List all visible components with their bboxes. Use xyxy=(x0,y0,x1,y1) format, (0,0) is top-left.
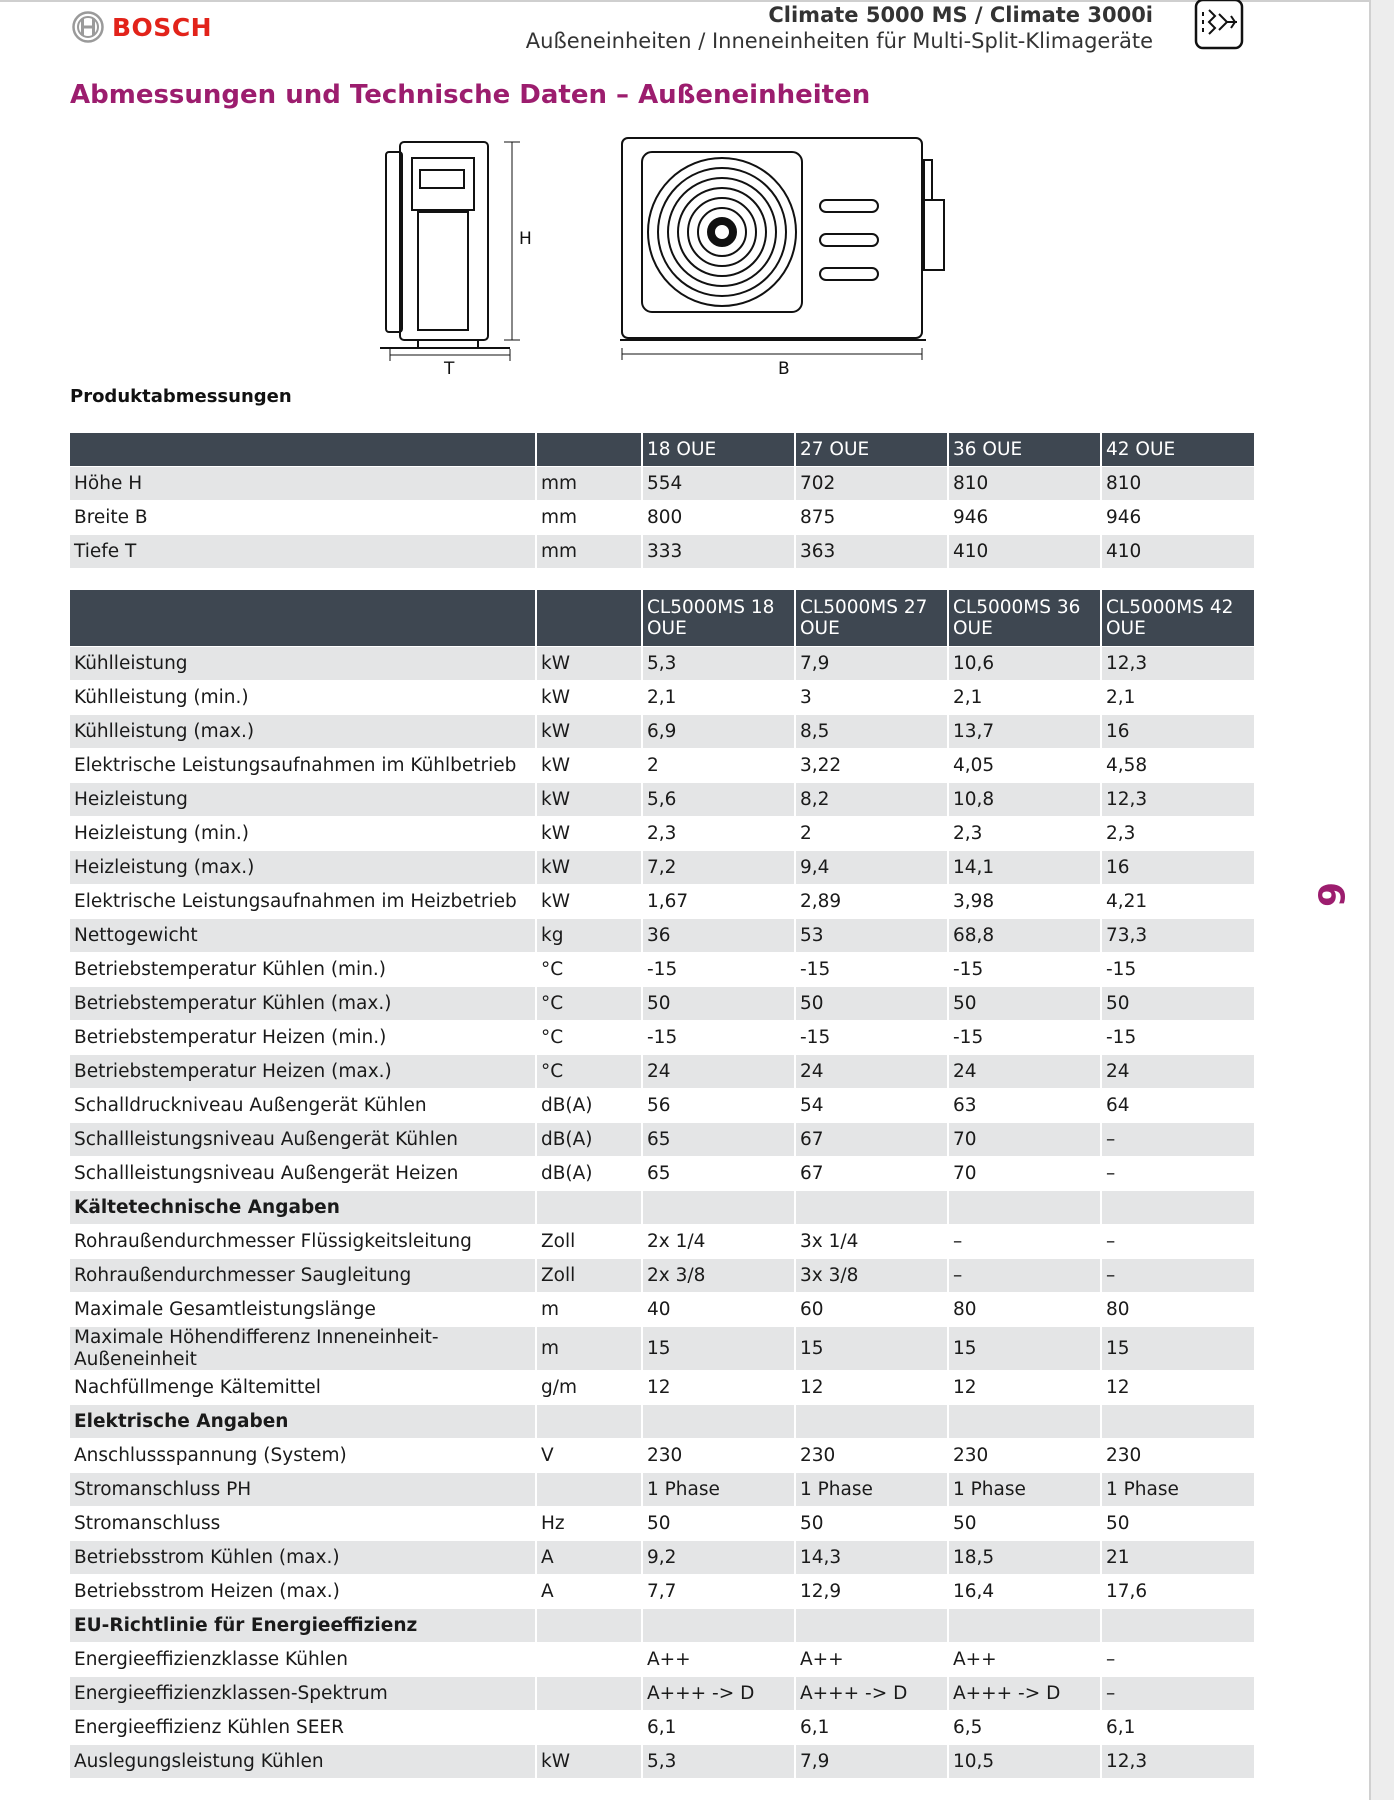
value-cell: 12 xyxy=(1101,1371,1254,1405)
row-label: Betriebstemperatur Heizen (max.) xyxy=(70,1055,536,1089)
value-cell xyxy=(795,1609,948,1643)
value-cell: 6,5 xyxy=(948,1711,1101,1745)
value-cell xyxy=(642,1191,795,1225)
value-cell: 16 xyxy=(1101,715,1254,749)
value-cell: A++ xyxy=(795,1643,948,1677)
unit-cell: mm xyxy=(536,501,642,535)
side-view xyxy=(380,142,510,348)
unit-cell: kW xyxy=(536,1745,642,1779)
value-cell: 15 xyxy=(795,1327,948,1371)
row-label: Betriebsstrom Heizen (max.) xyxy=(70,1575,536,1609)
table-row xyxy=(70,467,1254,501)
unit-cell: kW xyxy=(536,783,642,817)
table-row xyxy=(70,1055,1254,1089)
value-cell: 68,8 xyxy=(948,919,1101,953)
value-cell xyxy=(642,1609,795,1643)
value-cell: A+++ -> D xyxy=(948,1677,1101,1711)
value-cell xyxy=(1101,1191,1254,1225)
table-row xyxy=(70,851,1254,885)
table-row xyxy=(70,1327,1254,1371)
value-cell: 60 xyxy=(795,1293,948,1327)
table-row xyxy=(70,885,1254,919)
value-cell: 9,2 xyxy=(642,1541,795,1575)
value-cell: 8,5 xyxy=(795,715,948,749)
unit-cell: °C xyxy=(536,987,642,1021)
value-cell: 21 xyxy=(1101,1541,1254,1575)
table-header-row xyxy=(70,590,1254,647)
table-row xyxy=(70,1643,1254,1677)
unit-cell xyxy=(536,1191,642,1225)
value-cell: 70 xyxy=(948,1123,1101,1157)
value-cell: 54 xyxy=(795,1089,948,1123)
header-cell xyxy=(70,590,536,647)
table-row xyxy=(70,1541,1254,1575)
value-cell: 946 xyxy=(1101,501,1254,535)
value-cell: – xyxy=(1101,1677,1254,1711)
value-cell: 2,1 xyxy=(642,681,795,715)
value-cell: A+++ -> D xyxy=(642,1677,795,1711)
value-cell: -15 xyxy=(795,953,948,987)
table-row xyxy=(70,647,1254,681)
unit-cell: kW xyxy=(536,681,642,715)
row-label: Stromanschluss PH xyxy=(70,1473,536,1507)
value-cell: 15 xyxy=(642,1327,795,1371)
value-cell: 333 xyxy=(642,535,795,569)
value-cell: 3x 3/8 xyxy=(795,1259,948,1293)
value-cell: – xyxy=(1101,1643,1254,1677)
value-cell: 12 xyxy=(642,1371,795,1405)
table-row xyxy=(70,681,1254,715)
value-cell: 50 xyxy=(795,1507,948,1541)
width-dimension xyxy=(622,348,922,360)
value-cell: 65 xyxy=(642,1123,795,1157)
dimensions-caption: Produktabmessungen xyxy=(70,386,292,407)
row-label: Kältetechnische Angaben xyxy=(70,1191,536,1225)
table-row xyxy=(70,1123,1254,1157)
value-cell: 14,1 xyxy=(948,851,1101,885)
value-cell: -15 xyxy=(1101,1021,1254,1055)
top-rule xyxy=(0,0,1369,2)
unit-cell: kW xyxy=(536,749,642,783)
value-cell: 7,2 xyxy=(642,851,795,885)
unit-cell: kW xyxy=(536,715,642,749)
header-cell xyxy=(536,590,642,647)
row-label: Schallleistungsniveau Außengerät Heizen xyxy=(70,1157,536,1191)
value-cell xyxy=(948,1191,1101,1225)
value-cell: 15 xyxy=(1101,1327,1254,1371)
value-cell: 363 xyxy=(795,535,948,569)
table-row xyxy=(70,1089,1254,1123)
row-label: Energieeffizienz Kühlen SEER xyxy=(70,1711,536,1745)
document-subtitle: Außeneinheiten / Inneneinheiten für Multi-Split-Klimageräte xyxy=(525,29,1153,53)
value-cell: 53 xyxy=(795,919,948,953)
value-cell: A+++ -> D xyxy=(795,1677,948,1711)
value-cell: 10,5 xyxy=(948,1745,1101,1779)
header-cell: 42 OUE xyxy=(1101,433,1254,467)
value-cell: 36 xyxy=(642,919,795,953)
value-cell: – xyxy=(1101,1123,1254,1157)
unit-cell xyxy=(536,1643,642,1677)
table-row xyxy=(70,1293,1254,1327)
unit-cell: A xyxy=(536,1575,642,1609)
table-row xyxy=(70,987,1254,1021)
unit-cell: g/m xyxy=(536,1371,642,1405)
row-label: Kühlleistung (max.) xyxy=(70,715,536,749)
value-cell: 15 xyxy=(948,1327,1101,1371)
value-cell: 80 xyxy=(948,1293,1101,1327)
unit-cell: kW xyxy=(536,851,642,885)
value-cell: 230 xyxy=(1101,1439,1254,1473)
value-cell: -15 xyxy=(795,1021,948,1055)
value-cell: 50 xyxy=(642,1507,795,1541)
value-cell: 13,7 xyxy=(948,715,1101,749)
unit-cell: kW xyxy=(536,817,642,851)
row-label: Breite B xyxy=(70,501,536,535)
value-cell: 50 xyxy=(1101,1507,1254,1541)
value-cell: – xyxy=(1101,1259,1254,1293)
value-cell: 6,1 xyxy=(795,1711,948,1745)
value-cell: 3x 1/4 xyxy=(795,1225,948,1259)
header-cell: CL5000MS 42 OUE xyxy=(1101,590,1254,647)
height-dimension xyxy=(504,142,520,340)
page-edge-line xyxy=(1369,0,1371,1800)
value-cell: 14,3 xyxy=(795,1541,948,1575)
value-cell: 810 xyxy=(948,467,1101,501)
value-cell: 875 xyxy=(795,501,948,535)
dimension-label-b: B xyxy=(778,359,790,379)
row-label: Energieeffizienzklasse Kühlen xyxy=(70,1643,536,1677)
value-cell xyxy=(795,1191,948,1225)
value-cell: 16,4 xyxy=(948,1575,1101,1609)
row-label: Rohraußendurchmesser Flüssigkeitsleitung xyxy=(70,1225,536,1259)
value-cell: A++ xyxy=(948,1643,1101,1677)
header-cell: CL5000MS 36 OUE xyxy=(948,590,1101,647)
row-label: Rohraußendurchmesser Saugleitung xyxy=(70,1259,536,1293)
value-cell: 3 xyxy=(795,681,948,715)
unit-cell: Hz xyxy=(536,1507,642,1541)
value-cell: 1,67 xyxy=(642,885,795,919)
value-cell: 2 xyxy=(642,749,795,783)
value-cell: 10,6 xyxy=(948,647,1101,681)
value-cell: 18,5 xyxy=(948,1541,1101,1575)
unit-cell xyxy=(536,1405,642,1439)
value-cell: 946 xyxy=(948,501,1101,535)
value-cell: 24 xyxy=(795,1055,948,1089)
row-label: Nettogewicht xyxy=(70,919,536,953)
value-cell: 2x 1/4 xyxy=(642,1225,795,1259)
value-cell: 4,05 xyxy=(948,749,1101,783)
value-cell: 8,2 xyxy=(795,783,948,817)
value-cell: 2x 3/8 xyxy=(642,1259,795,1293)
unit-cell: kW xyxy=(536,647,642,681)
value-cell: 7,9 xyxy=(795,1745,948,1779)
value-cell: 3,98 xyxy=(948,885,1101,919)
row-label: Betriebstemperatur Heizen (min.) xyxy=(70,1021,536,1055)
value-cell: 410 xyxy=(1101,535,1254,569)
value-cell: 230 xyxy=(795,1439,948,1473)
unit-cell: dB(A) xyxy=(536,1123,642,1157)
unit-cell: dB(A) xyxy=(536,1089,642,1123)
section-title: Abmessungen und Technische Daten – Außeneinheiten xyxy=(70,80,871,110)
row-label: Betriebstemperatur Kühlen (min.) xyxy=(70,953,536,987)
value-cell: 7,7 xyxy=(642,1575,795,1609)
section-row xyxy=(70,1405,1254,1439)
table-row xyxy=(70,1745,1254,1779)
header-cell: 27 OUE xyxy=(795,433,948,467)
row-label: Elektrische Leistungsaufnahmen im Kühlbetrieb xyxy=(70,749,536,783)
value-cell: 80 xyxy=(1101,1293,1254,1327)
unit-cell xyxy=(536,1677,642,1711)
value-cell: 230 xyxy=(948,1439,1101,1473)
value-cell: 4,21 xyxy=(1101,885,1254,919)
dimension-label-t: T xyxy=(444,359,455,379)
value-cell: 12,9 xyxy=(795,1575,948,1609)
unit-cell: °C xyxy=(536,953,642,987)
header-cell: CL5000MS 18 OUE xyxy=(642,590,795,647)
table-row xyxy=(70,783,1254,817)
value-cell: 50 xyxy=(948,987,1101,1021)
table-row xyxy=(70,1711,1254,1745)
value-cell: 67 xyxy=(795,1123,948,1157)
value-cell: 1 Phase xyxy=(948,1473,1101,1507)
section-row xyxy=(70,1609,1254,1643)
row-label: Kühlleistung xyxy=(70,647,536,681)
brand-name: BOSCH xyxy=(112,12,213,42)
value-cell: 2,3 xyxy=(948,817,1101,851)
value-cell: 5,6 xyxy=(642,783,795,817)
value-cell: 2,3 xyxy=(642,817,795,851)
value-cell: 1 Phase xyxy=(1101,1473,1254,1507)
section-row xyxy=(70,1191,1254,1225)
value-cell: 5,3 xyxy=(642,647,795,681)
value-cell: 10,8 xyxy=(948,783,1101,817)
table-row xyxy=(70,1473,1254,1507)
value-cell: 6,1 xyxy=(1101,1711,1254,1745)
value-cell xyxy=(948,1405,1101,1439)
value-cell: 50 xyxy=(642,987,795,1021)
value-cell: 73,3 xyxy=(1101,919,1254,953)
value-cell: – xyxy=(1101,1157,1254,1191)
value-cell: 50 xyxy=(1101,987,1254,1021)
row-label: Energieeffizienzklassen-Spektrum xyxy=(70,1677,536,1711)
value-cell: 65 xyxy=(642,1157,795,1191)
table-row xyxy=(70,919,1254,953)
row-label: Heizleistung xyxy=(70,783,536,817)
value-cell: 2,1 xyxy=(1101,681,1254,715)
value-cell: 4,58 xyxy=(1101,749,1254,783)
value-cell: 554 xyxy=(642,467,795,501)
value-cell: 1 Phase xyxy=(642,1473,795,1507)
value-cell: 810 xyxy=(1101,467,1254,501)
outdoor-unit-drawing xyxy=(380,130,950,380)
value-cell: 800 xyxy=(642,501,795,535)
value-cell: 56 xyxy=(642,1089,795,1123)
value-cell: – xyxy=(948,1259,1101,1293)
header-cell xyxy=(536,433,642,467)
value-cell: 7,9 xyxy=(795,647,948,681)
table-row xyxy=(70,1157,1254,1191)
value-cell: 67 xyxy=(795,1157,948,1191)
unit-cell: °C xyxy=(536,1021,642,1055)
document-title: Climate 5000 MS / Climate 3000i xyxy=(768,3,1153,27)
unit-cell: mm xyxy=(536,467,642,501)
table-row xyxy=(70,1507,1254,1541)
value-cell: 9,4 xyxy=(795,851,948,885)
value-cell: 63 xyxy=(948,1089,1101,1123)
value-cell: 2,89 xyxy=(795,885,948,919)
row-label: Elektrische Leistungsaufnahmen im Heizbetrieb xyxy=(70,885,536,919)
row-label: Höhe H xyxy=(70,467,536,501)
unit-cell: kg xyxy=(536,919,642,953)
table-row xyxy=(70,749,1254,783)
value-cell: 230 xyxy=(642,1439,795,1473)
unit-cell: Zoll xyxy=(536,1259,642,1293)
value-cell: 3,22 xyxy=(795,749,948,783)
row-label: Betriebstemperatur Kühlen (max.) xyxy=(70,987,536,1021)
value-cell: 2,3 xyxy=(1101,817,1254,851)
table-row xyxy=(70,1575,1254,1609)
row-label: Auslegungsleistung Kühlen xyxy=(70,1745,536,1779)
table-row xyxy=(70,1677,1254,1711)
row-label: Kühlleistung (min.) xyxy=(70,681,536,715)
value-cell: 2,1 xyxy=(948,681,1101,715)
page-number: 6 xyxy=(1309,881,1351,908)
row-label: EU-Richtlinie für Energieeffizienz xyxy=(70,1609,536,1643)
unit-cell xyxy=(536,1473,642,1507)
table-row xyxy=(70,715,1254,749)
technical-data-table xyxy=(70,590,1254,1779)
unit-cell: °C xyxy=(536,1055,642,1089)
row-label: Heizleistung (max.) xyxy=(70,851,536,885)
table-header-row xyxy=(70,433,1254,467)
ac-unit-icon xyxy=(1193,0,1245,52)
row-label: Betriebsstrom Kühlen (max.) xyxy=(70,1541,536,1575)
value-cell: 24 xyxy=(1101,1055,1254,1089)
unit-cell xyxy=(536,1711,642,1745)
value-cell xyxy=(795,1405,948,1439)
value-cell: 40 xyxy=(642,1293,795,1327)
value-cell: 64 xyxy=(1101,1089,1254,1123)
table-row xyxy=(70,1371,1254,1405)
table-row xyxy=(70,1225,1254,1259)
bosch-logo xyxy=(72,10,212,44)
value-cell: 702 xyxy=(795,467,948,501)
dimension-label-h: H xyxy=(519,229,532,249)
row-label: Schallleistungsniveau Außengerät Kühlen xyxy=(70,1123,536,1157)
table-row xyxy=(70,535,1254,569)
page-edge xyxy=(1369,0,1394,1800)
value-cell: 12 xyxy=(948,1371,1101,1405)
value-cell: -15 xyxy=(948,1021,1101,1055)
row-label: Stromanschluss xyxy=(70,1507,536,1541)
row-label: Elektrische Angaben xyxy=(70,1405,536,1439)
table-row xyxy=(70,1021,1254,1055)
value-cell: 24 xyxy=(948,1055,1101,1089)
value-cell: A++ xyxy=(642,1643,795,1677)
row-label: Maximale Höhendifferenz Inneneinheit-Außeneinheit xyxy=(70,1327,536,1371)
value-cell: 50 xyxy=(948,1507,1101,1541)
table-row xyxy=(70,953,1254,987)
header-cell: 18 OUE xyxy=(642,433,795,467)
value-cell: 5,3 xyxy=(642,1745,795,1779)
table-row xyxy=(70,501,1254,535)
value-cell: 12,3 xyxy=(1101,783,1254,817)
header-cell: 36 OUE xyxy=(948,433,1101,467)
value-cell: -15 xyxy=(1101,953,1254,987)
bosch-armature-icon xyxy=(72,11,104,43)
unit-cell: Zoll xyxy=(536,1225,642,1259)
value-cell: 16 xyxy=(1101,851,1254,885)
row-label: Heizleistung (min.) xyxy=(70,817,536,851)
unit-cell: A xyxy=(536,1541,642,1575)
value-cell: 410 xyxy=(948,535,1101,569)
front-view xyxy=(620,138,944,340)
unit-cell: V xyxy=(536,1439,642,1473)
table-row xyxy=(70,1259,1254,1293)
table-row xyxy=(70,1439,1254,1473)
row-label: Tiefe T xyxy=(70,535,536,569)
value-cell xyxy=(1101,1405,1254,1439)
value-cell: 24 xyxy=(642,1055,795,1089)
value-cell: – xyxy=(948,1225,1101,1259)
value-cell: -15 xyxy=(642,953,795,987)
unit-cell: dB(A) xyxy=(536,1157,642,1191)
value-cell: 2 xyxy=(795,817,948,851)
value-cell xyxy=(642,1405,795,1439)
value-cell: 12,3 xyxy=(1101,647,1254,681)
table-row xyxy=(70,817,1254,851)
unit-cell: mm xyxy=(536,535,642,569)
value-cell: 50 xyxy=(795,987,948,1021)
value-cell: 12 xyxy=(795,1371,948,1405)
header-cell xyxy=(70,433,536,467)
row-label: Nachfüllmenge Kältemittel xyxy=(70,1371,536,1405)
unit-cell: kW xyxy=(536,885,642,919)
unit-cell: m xyxy=(536,1327,642,1371)
header-cell: CL5000MS 27 OUE xyxy=(795,590,948,647)
value-cell xyxy=(948,1609,1101,1643)
value-cell: 12,3 xyxy=(1101,1745,1254,1779)
row-label: Anschlussspannung (System) xyxy=(70,1439,536,1473)
value-cell: 17,6 xyxy=(1101,1575,1254,1609)
value-cell: 6,1 xyxy=(642,1711,795,1745)
value-cell: 70 xyxy=(948,1157,1101,1191)
unit-cell xyxy=(536,1609,642,1643)
value-cell: – xyxy=(1101,1225,1254,1259)
value-cell: -15 xyxy=(948,953,1101,987)
row-label: Schalldruckniveau Außengerät Kühlen xyxy=(70,1089,536,1123)
value-cell: 1 Phase xyxy=(795,1473,948,1507)
unit-cell: m xyxy=(536,1293,642,1327)
dimensions-table xyxy=(70,433,1254,569)
value-cell: 6,9 xyxy=(642,715,795,749)
value-cell xyxy=(1101,1609,1254,1643)
row-label: Maximale Gesamtleistungslänge xyxy=(70,1293,536,1327)
value-cell: -15 xyxy=(642,1021,795,1055)
